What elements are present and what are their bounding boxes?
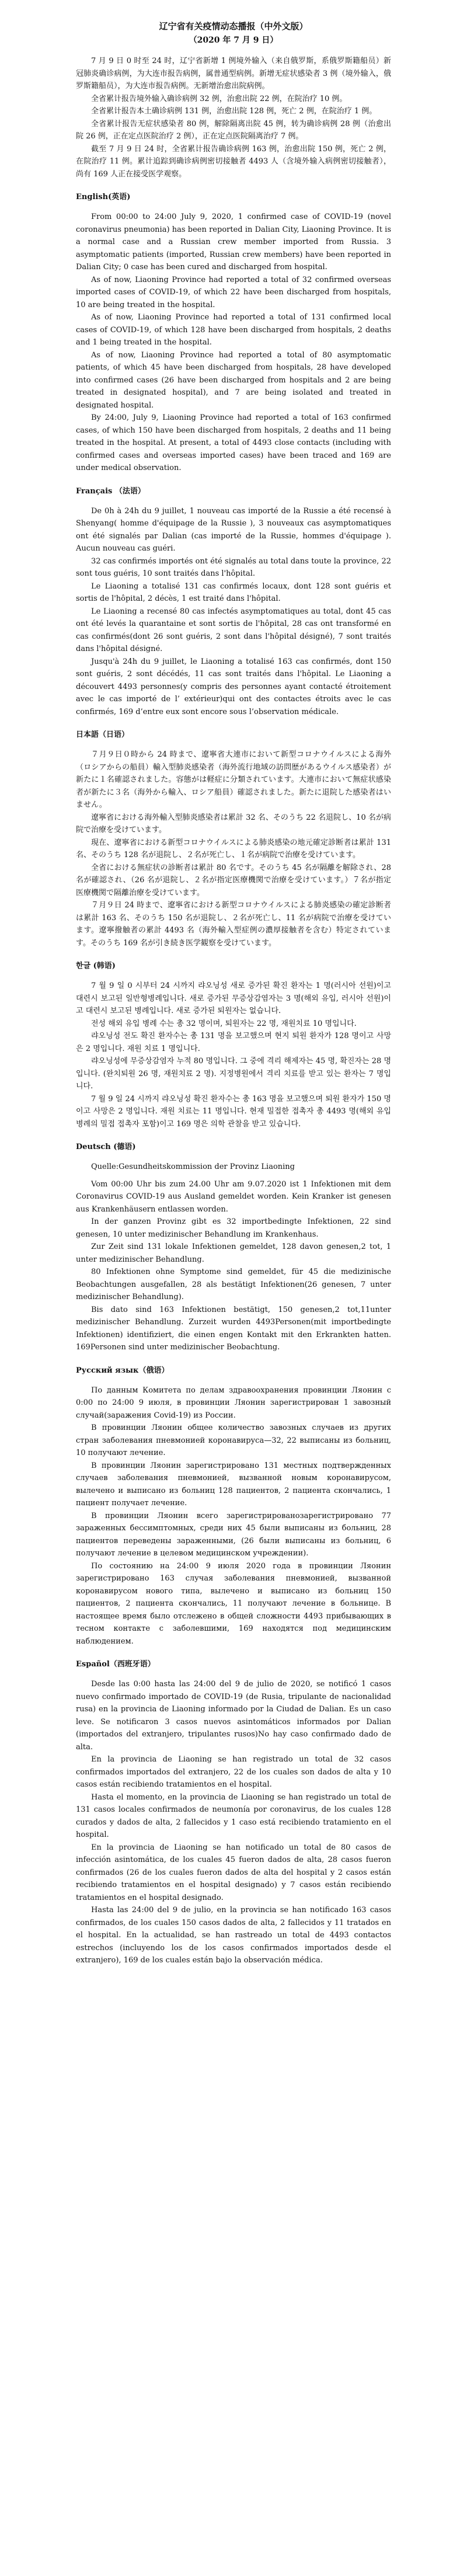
korean-paragraph: 전성 해외 유입 병례 수는 총 32 명이며, 퇴원자는 22 명, 재원치료 10 명입니다. [91, 1019, 357, 1028]
spanish-paragraph: Hasta las 24:00 del 9 de julio, en la provincia se han notificado 163 casos confirmados, de los cuales 150 casos dados de alta, 2 fallecidos y 11 tratados en el hospital. En la actualidad, se han rastreado un total de 4493 contactos estrechos (incluyendo los de los casos confirmados importados desde el extranjero), 169 de los cuales están bajo la observación médica. [76, 1906, 391, 1965]
korean-paragraph: 7 월 9 일 0 시부터 24 시까지 랴오닝성 새로 증가된 확진 환자는 1 명(러시아 선원)이고 대련시 보고된 일반형병례입니다. 새로 증가된 무증상감염자는 3 명(해외 유입, 러시아 선원)이고 대련시 보고된 병례입니다. 새로 증가된 퇴원자는 없습니다. [76, 981, 391, 1015]
korean-paragraph: 7 월 9 일 24 시까지 랴오닝성 확진 환자수는 총 163 명을 보고했으며 퇴원 환자가 150 명이고 사망은 2 명입니다. 재원 치료는 11 명입니다. 현재 밀접한 접촉자 총 4493 명(해외 유입 병례의 밀접 접촉자 포함)이고 169 명은 의학 관찰을 받고 있습니다. [76, 1094, 391, 1129]
japanese-paragraph: ７月９日 24 時まで、遼寧省における新型コロナウイルスによる肺炎感染の確定診断者は累計 163 名、そのうち 150 名が退院し、２名が死亡し、11 名が病院で治療を受けています。遼寧撥触者の累計 4493 名（海外輸入型症例の濃厚接触者を含む）特定されています。そのうち 169 名が引き続き医学観察を受けています。 [76, 901, 391, 948]
spanish-paragraph: En la provincia de Liaoning se han notificado un total de 80 casos de infección asintomática, de los cuales 45 fueron dados de alta, 28 casos fueron confirmados (26 de los cuales fueron dados de alta del hospital y 2 casos están recibiendo tratamientos en el hospital designado) y 7 casos están recibiendo tratamientos en el hospital designado. [76, 1843, 391, 1902]
korean-paragraph: 랴오닝성 전도 확진 환자수는 총 131 명을 보고했으며 현지 퇴원 환자가 128 명이고 사망은 2 명입니다. 재원 치료 1 명입니다. [76, 1032, 391, 1053]
russian-heading: Русский язык（俄语） [76, 1366, 169, 1375]
spanish-paragraph: Hasta el momento, en la provincia de Liaoning se han registrado un total de 131 casos locales confirmados de neumonía por coronavirus, de los cuales 128 curados y dados de alta, 2 fallecidos y 1 caso está recibiendo tratamiento en el hospital. [76, 1792, 391, 1839]
english-paragraph: From 00:00 to 24:00 July 9, 2020, 1 confirmed case of COVID-19 (novel coronavirus pneumonia) has been reported in Dalian City, Liaoning Province. It is a normal case and a Russian crew member imported from Russia. 3 asymptomatic patients (imported, Russian crew members) have been reported in Dalian City; 0 case has been cured and discharged from hospital. [76, 213, 391, 271]
english-paragraph: By 24:00, July 9, Liaoning Province had reported a total of 163 confirmed cases, of which 150 have been discharged from hospitals, 2 deaths and 11 being treated in the hospital. At present, a total of 4493 close contacts (including with confirmed cases and overseas imported cases) have been traced and 169 are under medical observation. [76, 413, 391, 472]
english-paragraph: As of now, Liaoning Province had reported a total of 32 confirmed overseas imported cases of COVID-19, of which 22 have been discharged from hospitals, 10 are being treated in the hospital. [76, 275, 391, 309]
chinese-paragraph: 7 月 9 日 0 时至 24 时，辽宁省新增 1 例境外输入（来自俄罗斯，系俄罗斯籍船员）新冠肺炎确诊病例，为大连市报告病例，属普通型病例。新增无症状感染者 3 例（境外输入，俄罗斯籍船员），为大连市报告病例。无新增治愈出院病例。 [76, 57, 391, 90]
french-heading: Français （法语） [76, 486, 145, 496]
chinese-paragraph: 全省累计报告境外输入确诊病例 32 例，治愈出院 22 例，在院治疗 10 例。 [91, 94, 347, 103]
german-paragraph: Zur Zeit sind 131 lokale Infektionen gemeldet, 128 davon genesen,2 tot, 1 unter medizinischer Behandlung. [76, 1242, 391, 1264]
korean-section [76, 960, 391, 1130]
spanish-paragraph: Desde las 0:00 hasta las 24:00 del 9 de julio de 2020, se notificó 1 casos nuevo confirmado importado de COVID-19 (de Rusia, tripulante de nacionalidad rusa) en la provincia de Liaoning informado por la Ciudad de Dalian. Es un caso leve. Se notificaron 3 casos nuevos asintomáticos informados por Dalian (importados del extranjero, tripulantes rusos)No hay caso confirmado dado de alta. [76, 1680, 391, 1752]
japanese-paragraph: 遼寧省における海外輸入型肺炎感染者は累計 32 名、そのうち 22 名退院し、10 名が病院で治療を受けています。 [76, 813, 391, 834]
japanese-paragraph: ７月９日０時から 24 時まで、遼寧省大連市において新型コロナウイルスによる海外（ロシアからの船員）輸入型肺炎感染者（海外流行地域の訪問歴があるウイルス感染者）が新たに１名確認されました。容態がは軽症に分類されています。大連市において無症状感染者が新たに３名（海外から輸入、ロシア船員）確認されました。新たに退院した感染者はいません。 [76, 750, 391, 809]
german-paragraph: Vom 00:00 Uhr bis zum 24.00 Uhr am 9.07.2020 ist 1 Infektionen mit dem Coronavirus COVID-19 aus Ausland gemeldet worden. Kein Kranker ist genesen aus Krankenhäusern entlassen worden. [76, 1179, 391, 1214]
french-paragraph: De 0h à 24h du 9 juillet, 1 nouveau cas importé de la Russie a été recensé à Shenyang( homme d'équipage de la Russie ), 3 nouveaux cas asymptomatiques ont été signalés par Dalian (cas importé de la Russie, hommes d'équipage ). Aucun nouveau cas guéri. [76, 506, 391, 553]
chinese-paragraph: 全省累计报告本土确诊病例 131 例，治愈出院 128 例，死亡 2 例，在院治疗 1 例。 [91, 107, 377, 116]
russian-paragraph: В провинции Ляонин зарегистрировано 131 местных подтвержденных случаев заболевания пневмонией, вызванной новым коронавирусом, вылечено и выписано из больниц 128 пациентов, 2 пациента скончались, 1 пациент получает лечение. [76, 1461, 391, 1508]
english-paragraph: As of now, Liaoning Province had reported a total of 80 asymptomatic patients, of which 45 have been discharged from hospitals, 28 have developed into confirmed cases (26 have been discharged from hospitals and 2 are being treated in designated hospital), and 7 are being isolated and treated in designated hospital. [76, 350, 391, 410]
french-paragraph: 32 cas confirmés importés ont été signalés au total dans toute la province, 22 sont tous guéris, 10 sont traités dans l'hôpital. [76, 556, 391, 578]
document-title: 辽宁省有关疫情动态播报（中外文版） [159, 21, 308, 32]
french-paragraph: Le Liaoning a recensé 80 cas infectés asymptomatiques au total, dont 45 cas ont été levés la quarantaine et sont sortis de l'hôpital, 28 cas ont transformé en cas confirmés(dont 26 sont guéris, 2 sont dans l'hôpital désigné), 7 sont traités dans l'hôpital désigné. [76, 607, 391, 653]
french-section [76, 485, 391, 719]
french-paragraph: Le Liaoning a totalisé 131 cas confirmés locaux, dont 128 sont guéris et sortis de l'hôpital, 2 décès, 1 est traité dans l'hôpital. [76, 582, 391, 603]
japanese-paragraph: 現在、遼寧省における新型コロナウイルスによる肺炎感染の地元確定診断者は累計 131 名、そのうち 128 名が退院し、２名が死亡し、１名が病院で治療を受けています。 [76, 838, 391, 859]
german-paragraph: Bis dato sind 163 Infektionen bestätigt, 150 genesen,2 tot,11unter medizinischer Behandlung. Zurzeit wurden 4493Personen(mit importbedingte Infektionen) identifiziert, die einen engen Kontakt mit den Erkrankten hatten. 169Personen sind unter medizinischer Beobachtung. [76, 1305, 391, 1352]
chinese-paragraph: 全省累计报告无症状感染者 80 例，解除隔离出院 45 例，转为确诊病例 28 例（治愈出院 26 例，正在定点医院治疗 2 例），正在定点医院隔离治疗 7 例。 [76, 119, 391, 141]
chinese-paragraph: 截至 7 月 9 日 24 时，全省累计报告确诊病例 163 例，治愈出院 150 例，死亡 2 例，在院治疗 11 例。累计追踪到确诊病例密切接触者 4493 人（含境外输入病例密切接触者），尚有 169 人正在接受医学观察。 [76, 144, 391, 179]
russian-paragraph: В провинции Ляонин всего зарегистрированозарегистрировано 77 зараженных бессимптомных, среди них 45 были выписаны из больниц, 28 пациентов переведены зараженными, (26 были выписаны из больниц, 6 получают лечение в целевом медицинском учреждении). [76, 1511, 391, 1558]
japanese-heading: 日本語（日语） [76, 730, 130, 739]
spanish-section [76, 1658, 391, 1967]
german-section [76, 1141, 391, 1354]
japanese-paragraph: 全省における無症状の診断者は累計 80 名です。そのうち 45 名が隔離を解除され、28 名が確認され、（26 名が退院し、２名が指定医療機関で治療を受けています。）７名が指定医療機関で隔離治療を受けています。 [76, 863, 391, 897]
korean-heading: 한글 (韩语) [76, 962, 116, 970]
german-paragraph: In der ganzen Provinz gibt es 32 importbedingte Infektionen, 22 sind genesen, 10 unter medizinischer Behandlung im Krankenhaus. [76, 1217, 391, 1239]
russian-paragraph: В провинции Ляонин общее количество завозных случаев из других стран заболевания пневмонией коронавируса—32, 22 выписаны из больниц, 10 получают лечение. [76, 1423, 391, 1457]
japanese-section [76, 729, 391, 949]
chinese-section [76, 55, 391, 180]
english-paragraph: As of now, Liaoning Province had reported a total of 131 confirmed local cases of COVID-19, of which 128 have been discharged from hospitals, 2 deaths and 1 being treated in the hospital. [76, 313, 391, 347]
russian-paragraph: По данным Комитета по делам здравоохранения провинции Ляонин с 0:00 по 24:00 9 июля, в провинции Ляонин зарегистрирован 1 завозный случай(заражения Covid-19) из России. [76, 1386, 391, 1420]
french-paragraph: Jusqu'à 24h du 9 juillet, le Liaoning a totalisé 163 cas confirmés, dont 150 sont guéris, 2 sont décédés, 11 cas sont traités dans l'hôpital. Le Liaoning a découvert 4493 personnes(y compris des personnes ayant contacté étroitement avec le cas importé de l’ extérieur)qui ont des contactes étroits avec le cas confirmés, 169 d’entre eux sont encore sous l’observation médicale. [76, 657, 391, 716]
english-section [76, 191, 391, 475]
russian-paragraph: По состоянию на 24:00 9 июля 2020 года в провинции Ляонин зарегистрировано 163 случая заболевания пневмонией, вызванной коронавирусом нового типа, вылечено и выписано из больниц 150 пациентов, 2 пациента скончались, 11 получают лечение в больнице. В настоящее время было отслежено в общей сложности 4493 прибывающих в тесном контакте с заболевшими, 169 находятся под медицинским наблюдением. [76, 1561, 391, 1646]
german-paragraph: 80 Infektionen ohne Symptome sind gemeldet, für 45 die medizinische Beobachtungen ausgefallen, 28 als bestätigt Infektionen(26 genesen, 7 unter medizinischer Behandlung). [76, 1268, 391, 1301]
document-date: （2020 年 7 月 9 日） [189, 36, 278, 45]
korean-paragraph: 랴오닝성에 무증상감염자 누적 80 명입니다. 그 중에 격리 해제자는 45 명, 확진자는 28 명입니다. (완치퇴원 26 명, 재원치료 2 명). 지정병원에서 격리 치료를 받고 있는 환자는 7 명입니다. [76, 1057, 391, 1091]
russian-section [76, 1364, 391, 1648]
spanish-paragraph: En la provincia de Liaoning se han registrado un total de 32 casos confirmados importados del extranjero, 22 de los cuales son dados de alta y 10 casos están recibiendo tratamientos en el hospital. [76, 1755, 391, 1789]
german-heading: Deutsch (德语) [76, 1143, 136, 1151]
english-heading: English(英语) [76, 193, 131, 201]
german-source-line: Quelle:Gesundheitskommission der Provinz Liaoning [91, 1162, 295, 1171]
spanish-heading: Español（西班牙语） [76, 1660, 155, 1669]
